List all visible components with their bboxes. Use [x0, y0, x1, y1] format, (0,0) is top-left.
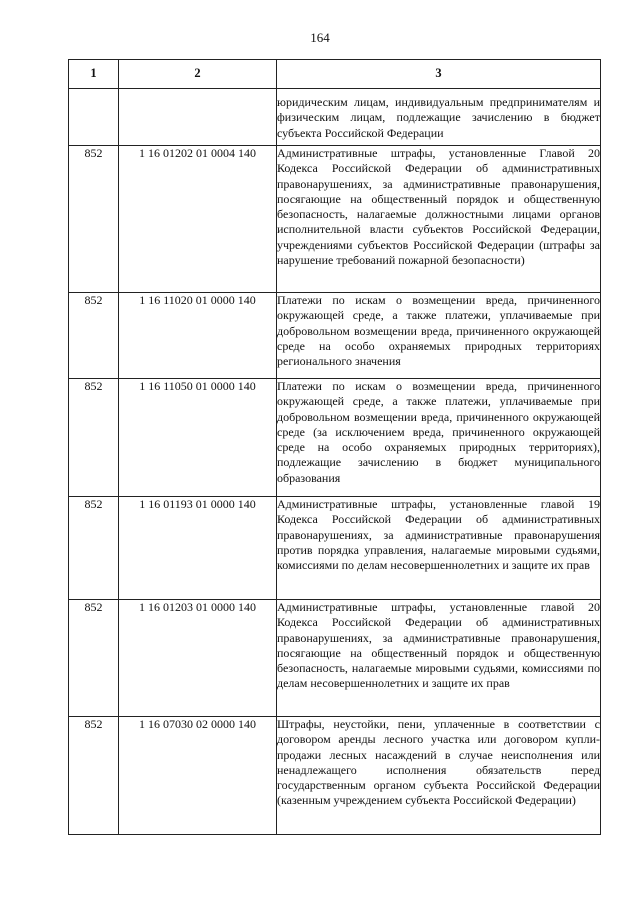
budget-code-cell — [119, 89, 277, 146]
description-cell: юридическим лицам, индивидуальным предпринимателям и физическим лицам, подлежащие зачислению в бюджет субъекта Российской Федерации — [277, 89, 601, 146]
budget-code-cell: 1 16 01203 01 0000 140 — [119, 600, 277, 717]
description-cell: Административные штрафы, установленные главой 19 Кодекса Российской Федерации об административных правонарушениях, за административные правонарушения против порядка управления, налагаемые мировыми судьями, комиссиями по делам несовершеннолетних и защите их прав — [277, 497, 601, 600]
admin-code-cell: 852 — [69, 293, 119, 379]
description-cell: Платежи по искам о возмещении вреда, причиненного окружающей среде, а также платежи, уплачиваемые при добровольном возмещении вреда, причиненного окружающей среде (за исключением вреда, причиненного окружающей среде на особо охраняемых природных территориях), подлежащие зачислению в бюджет муниципального образования — [277, 379, 601, 497]
budget-code-cell: 1 16 07030 02 0000 140 — [119, 717, 277, 835]
admin-code-cell: 852 — [69, 379, 119, 497]
table-row — [69, 717, 601, 835]
budget-code-cell: 1 16 11050 01 0000 140 — [119, 379, 277, 497]
table-row — [69, 379, 601, 497]
header-col-2: 2 — [119, 60, 277, 89]
header-col-1: 1 — [69, 60, 119, 89]
revenue-code-table — [68, 59, 601, 835]
budget-code-cell: 1 16 11020 01 0000 140 — [119, 293, 277, 379]
description-cell: Административные штрафы, установленные Главой 20 Кодекса Российской Федерации об административных правонарушениях, за административные правонарушения, посягающие на общественный порядок и общественную безопасность, налагаемые должностными лицами органов исполнительной власти субъектов Российской Федерации, учреждениями субъектов Российской Федерации (штрафы за нарушение требований пожарной безопасности) — [277, 146, 601, 293]
admin-code-cell: 852 — [69, 717, 119, 835]
table-header-row — [69, 60, 601, 89]
description-cell: Платежи по искам о возмещении вреда, причиненного окружающей среде, а также платежи, уплачиваемые при добровольном возмещении вреда, причиненного окружающей среде на особо охраняемых природных территориях регионального значения — [277, 293, 601, 379]
admin-code-cell: 852 — [69, 497, 119, 600]
admin-code-cell: 852 — [69, 146, 119, 293]
admin-code-cell: 852 — [69, 600, 119, 717]
description-cell: Штрафы, неустойки, пени, уплаченные в соответствии с договором аренды лесного участка или договором купли-продажи лесных насаждений в случае неисполнения или ненадлежащего исполнения обязательств перед государственным органом субъекта Российской Федерации (казенным учреждением субъекта Российской Федерации) — [277, 717, 601, 835]
page-number: 164 — [310, 30, 330, 45]
table-row — [69, 497, 601, 600]
table-row — [69, 293, 601, 379]
table-row — [69, 146, 601, 293]
table-row — [69, 600, 601, 717]
budget-code-cell: 1 16 01202 01 0004 140 — [119, 146, 277, 293]
budget-code-cell: 1 16 01193 01 0000 140 — [119, 497, 277, 600]
admin-code-cell — [69, 89, 119, 146]
description-cell: Административные штрафы, установленные главой 20 Кодекса Российской Федерации об административных правонарушениях, за административные правонарушения, посягающие на общественный порядок и общественную безопасность, налагаемые мировыми судьями, комиссиями по делам несовершеннолетних и защите их прав — [277, 600, 601, 717]
header-col-3: 3 — [277, 60, 601, 89]
table-row — [69, 89, 601, 146]
